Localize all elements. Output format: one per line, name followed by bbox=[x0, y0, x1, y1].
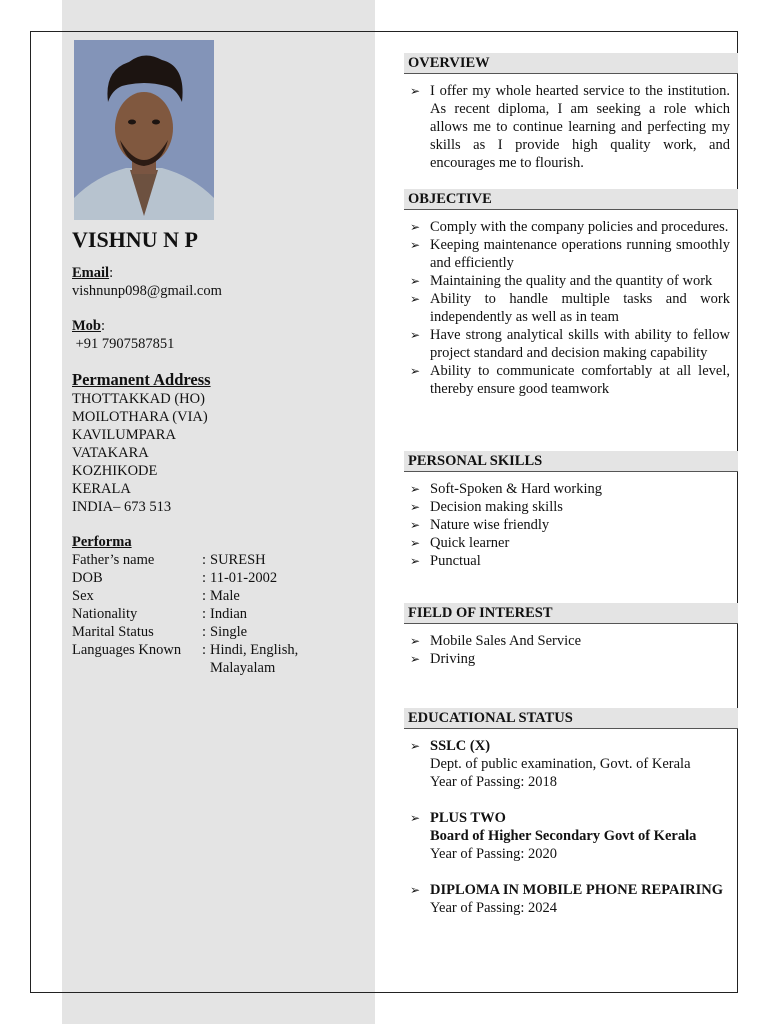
email-value: vishnunp098@gmail.com bbox=[72, 283, 222, 299]
list-item bbox=[408, 881, 730, 917]
list-item: ➢ Soft-Spoken & Hard working bbox=[410, 481, 602, 497]
arrow-bullet-icon: ➢ bbox=[410, 220, 421, 234]
performa-row: Nationality : Indian bbox=[72, 605, 367, 623]
performa-title: Performa bbox=[72, 534, 132, 550]
arrow-bullet-icon: ➢ bbox=[410, 883, 421, 897]
arrow-bullet-icon: ➢ bbox=[410, 292, 421, 306]
edu-year: Year of Passing: 2020 bbox=[430, 846, 558, 862]
performa-key: DOB bbox=[72, 570, 103, 586]
section-heading: PERSONAL SKILLS bbox=[404, 451, 738, 472]
list-item: ➢ Mobile Sales And Service bbox=[410, 633, 582, 649]
performa-key: Father’s name bbox=[72, 552, 155, 568]
performa-value: Male bbox=[210, 588, 240, 604]
arrow-bullet-icon: ➢ bbox=[410, 652, 421, 666]
edu-heading: PLUS TWO bbox=[430, 810, 506, 826]
performa-row: Sex : Male bbox=[72, 587, 367, 605]
arrow-bullet-icon: ➢ bbox=[410, 811, 421, 825]
list-item: ➢ I offer my whole hearted service to the institution. As recent diploma, I am seeking a role which allows me to continue learning and perfecting my skills as I provide high quality work, and encourages me to flourish. bbox=[410, 83, 730, 171]
email-label: Email bbox=[72, 265, 110, 281]
profile-photo bbox=[74, 40, 214, 220]
bullet-list bbox=[404, 218, 738, 398]
performa-key: Nationality bbox=[72, 606, 138, 622]
list-item bbox=[408, 737, 730, 791]
bullet-list bbox=[404, 82, 738, 172]
address-line: MOILOTHARA (VIA) bbox=[72, 409, 208, 425]
list-item: ➢ Punctual bbox=[410, 553, 481, 569]
arrow-bullet-icon: ➢ bbox=[410, 500, 421, 514]
address-title: Permanent Address bbox=[72, 370, 211, 389]
candidate-name: VISHNU N P bbox=[72, 227, 198, 252]
arrow-bullet-icon: ➢ bbox=[410, 482, 421, 496]
section-heading: OVERVIEW bbox=[404, 53, 738, 74]
performa-row: Marital Status : Single bbox=[72, 623, 367, 641]
list-item: ➢ Decision making skills bbox=[410, 499, 563, 515]
address-line: INDIA– 673 513 bbox=[72, 499, 172, 515]
bullet-list bbox=[404, 737, 738, 917]
address-line: KAVILUMPARA bbox=[72, 427, 176, 443]
section-heading: OBJECTIVE bbox=[404, 189, 738, 210]
arrow-bullet-icon: ➢ bbox=[410, 536, 421, 550]
edu-heading: SSLC (X) bbox=[430, 738, 491, 754]
performa-value: SURESH bbox=[210, 552, 266, 568]
address-block bbox=[72, 370, 367, 516]
list-item: ➢ Ability to handle multiple tasks and work independently as well as in team bbox=[410, 291, 730, 325]
edu-year: Year of Passing: 2024 bbox=[430, 900, 558, 916]
objective-section bbox=[404, 189, 738, 451]
list-item: ➢ Keeping maintenance operations running smoothly and efficiently bbox=[410, 237, 730, 271]
performa-key: Sex bbox=[72, 588, 94, 604]
field-of-interest-section bbox=[404, 603, 738, 708]
arrow-bullet-icon: ➢ bbox=[410, 739, 421, 753]
mob-label: Mob bbox=[72, 318, 101, 334]
edu-board: Dept. of public examination, Govt. of Kerala bbox=[430, 756, 691, 772]
performa-key: Languages Known bbox=[72, 642, 182, 658]
edu-year: Year of Passing: 2018 bbox=[430, 774, 558, 790]
address-line: KERALA bbox=[72, 481, 131, 497]
arrow-bullet-icon: ➢ bbox=[410, 554, 421, 568]
arrow-bullet-icon: ➢ bbox=[410, 364, 421, 378]
list-item: ➢ Ability to communicate comfortably at all level, thereby ensure good teamwork bbox=[410, 363, 730, 397]
performa-value: 11-01-2002 bbox=[210, 570, 278, 586]
arrow-bullet-icon: ➢ bbox=[410, 274, 421, 288]
list-item: ➢ Comply with the company policies and procedures. bbox=[410, 219, 729, 235]
bullet-list bbox=[404, 480, 738, 570]
arrow-bullet-icon: ➢ bbox=[410, 238, 421, 252]
address-line: KOZHIKODE bbox=[72, 463, 158, 479]
performa-block bbox=[72, 533, 367, 677]
mob-value: +91 7907587851 bbox=[72, 336, 175, 352]
overview-section bbox=[404, 53, 738, 189]
section-heading: EDUCATIONAL STATUS bbox=[404, 708, 738, 729]
left-column bbox=[72, 226, 367, 694]
list-item: ➢ Nature wise friendly bbox=[410, 517, 550, 533]
arrow-bullet-icon: ➢ bbox=[410, 328, 421, 342]
arrow-bullet-icon: ➢ bbox=[410, 634, 421, 648]
performa-value: Indian bbox=[210, 606, 248, 622]
list-item: ➢ Have strong analytical skills with ability to fellow project standard and decision making capability bbox=[410, 327, 730, 361]
email-block: Email: vishnunp098@gmail.com bbox=[72, 264, 367, 300]
section-heading: FIELD OF INTEREST bbox=[404, 603, 738, 624]
list-item: ➢ Quick learner bbox=[410, 535, 510, 551]
personal-skills-section bbox=[404, 451, 738, 603]
bullet-list bbox=[404, 632, 738, 668]
performa-row: Father’s name : SURESH bbox=[72, 551, 367, 569]
edu-heading: DIPLOMA IN MOBILE PHONE REPAIRING bbox=[430, 882, 723, 898]
address-line: VATAKARA bbox=[72, 445, 149, 461]
performa-row: DOB : 11-01-2002 bbox=[72, 569, 367, 587]
list-item: ➢ Maintaining the quality and the quantity of work bbox=[410, 273, 713, 289]
list-item: ➢ Driving bbox=[410, 651, 476, 667]
arrow-bullet-icon: ➢ bbox=[410, 518, 421, 532]
list-item bbox=[408, 809, 730, 863]
arrow-bullet-icon: ➢ bbox=[410, 84, 421, 98]
performa-value: Hindi, English, Malayalam bbox=[210, 642, 299, 676]
performa-value: Single bbox=[210, 624, 248, 640]
education-section bbox=[404, 708, 738, 917]
right-column bbox=[404, 53, 738, 935]
edu-board: Board of Higher Secondary Govt of Kerala bbox=[430, 828, 697, 844]
performa-row: Languages Known : Hindi, English, Malayalam bbox=[72, 641, 367, 677]
performa-key: Marital Status bbox=[72, 624, 154, 640]
mobile-block: Mob: +91 7907587851 bbox=[72, 317, 367, 353]
address-line: THOTTAKKAD (HO) bbox=[72, 391, 205, 407]
